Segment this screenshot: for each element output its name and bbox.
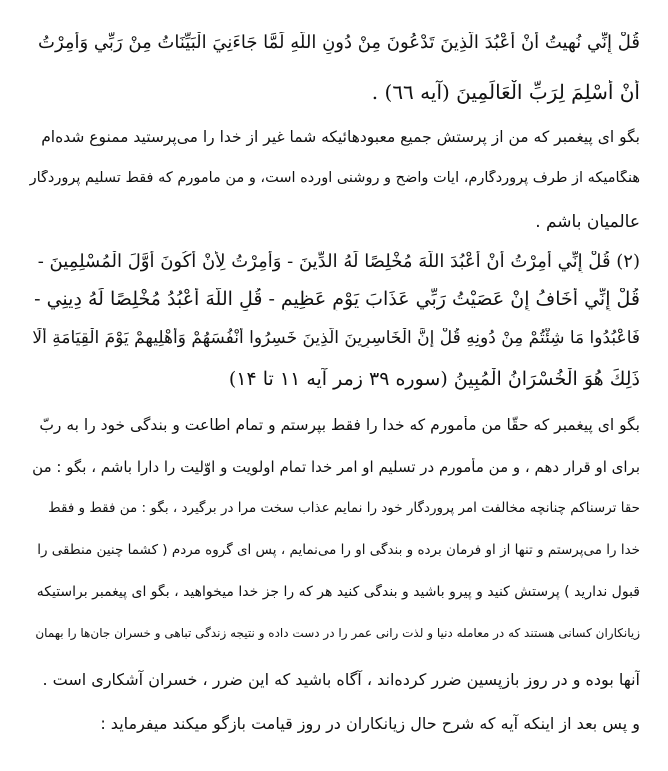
quran-verse-line: قُلْ إِنِّي أَخَافُ إِنْ عَصَيْتُ رَبِّي عَذَابَ يَوْمٍ عَظِيمٍ - قُلِ اللَّهَ أَعْبُدُ مُخْلِصًا لَهُ دِينِي - [34,288,640,310]
translation-line: بگو ای پیغمبر که حقّا من مأمورم که خدا را فقط بپرستم و تمام اطاعت و بندگی خود را به ربّ [39,416,640,434]
translation-line: قبول ندارید ) پرستش کنید و پیرو باشید و بندگی کنید هر که را جز خدا میخواهید ، بگو ای پیغمبر براستیکه [36,584,640,600]
translation-line: بگو ای پیغمبر که من از پرستش جمیع معبودهائیکه شما غیر از خدا را می‌پرستید ممنوع شده‌ام [41,128,640,146]
translation-line: خدا را می‌پرستم و تنها از او فرمان برده و بندگی او را می‌نمایم ، پس ای گروه مردم ( کشما چنین منطقی را [37,542,640,558]
quran-verse-line: (۲) قُلْ إِنِّي أُمِرْتُ أَنْ أَعْبُدَ اللَّهَ مُخْلِصًا لَهُ الدِّينَ - وَأُمِرْتُ لِأَنْ أَكُونَ أَوَّلَ الْمُسْلِمِينَ - [37,251,640,272]
quran-verse-line: ذَلِكَ هُوَ الْخُسْرَانُ الْمُبِينُ (سوره ۳۹ زمر آیه ۱۱ تا ۱۴) [228,368,640,390]
translation-line: و پس بعد از اینکه آیه که شرح حال زیانکاران در روز قیامت بازگو میکند میفرماید : [100,714,640,733]
translation-line: آنها بوده و در روز بازپسین ضرر کرده‌اند ، آگاه باشید که این ضرر ، خسران آشکاری است . [42,670,640,689]
translation-line: حقا ترسناکم چنانچه مخالفت امر پروردگار خود را نمایم عذاب سخت مرا در برگیرد ، بگو : من فقط و فقط [48,500,640,516]
translation-line: برای او قرار دهم ، و من مأمورم در تسلیم او امر خدا تمام اولویت و اوّلیت را دارا باشم ، بگو : من [32,458,640,476]
quran-verse-line: أَنْ أُسْلِمَ لِرَبِّ الْعَالَمِينَ (آیه ٦٦) . [371,80,640,104]
translation-line: هنگامیکه از طرف پروردگارم، آیات واضح و روشنی آورده است، و من مأمورم که فقط تسلیم پروردگار [29,170,640,186]
quran-verse-line: قُلْ إِنِّي نُهِيتُ أَنْ أَعْبُدَ الَّذِينَ تَدْعُونَ مِنْ دُونِ اللَّهِ لَمَّا جَاءَنِيَ الْبَيِّنَاتُ مِنْ رَبِّي وَأُمِرْتُ [38,32,640,53]
quran-verse-line: فَاعْبُدُوا مَا شِئْتُمْ مِنْ دُونِهِ قُلْ إِنَّ الْخَاسِرِينَ الَّذِينَ خَسِرُوا أَنْفُسَهُمْ وَأَهْلِيهِمْ يَوْمَ الْقِيَامَةِ أَلَا [32,328,640,348]
translation-line: عالمیان باشم . [535,212,640,232]
translation-line: زیانکاران کسانی هستند که در معامله دنیا و لذت رانی عمر را در دست داده و نتیجه زندگی تباهی و خسران جان‌ها را بهمان [35,626,640,640]
